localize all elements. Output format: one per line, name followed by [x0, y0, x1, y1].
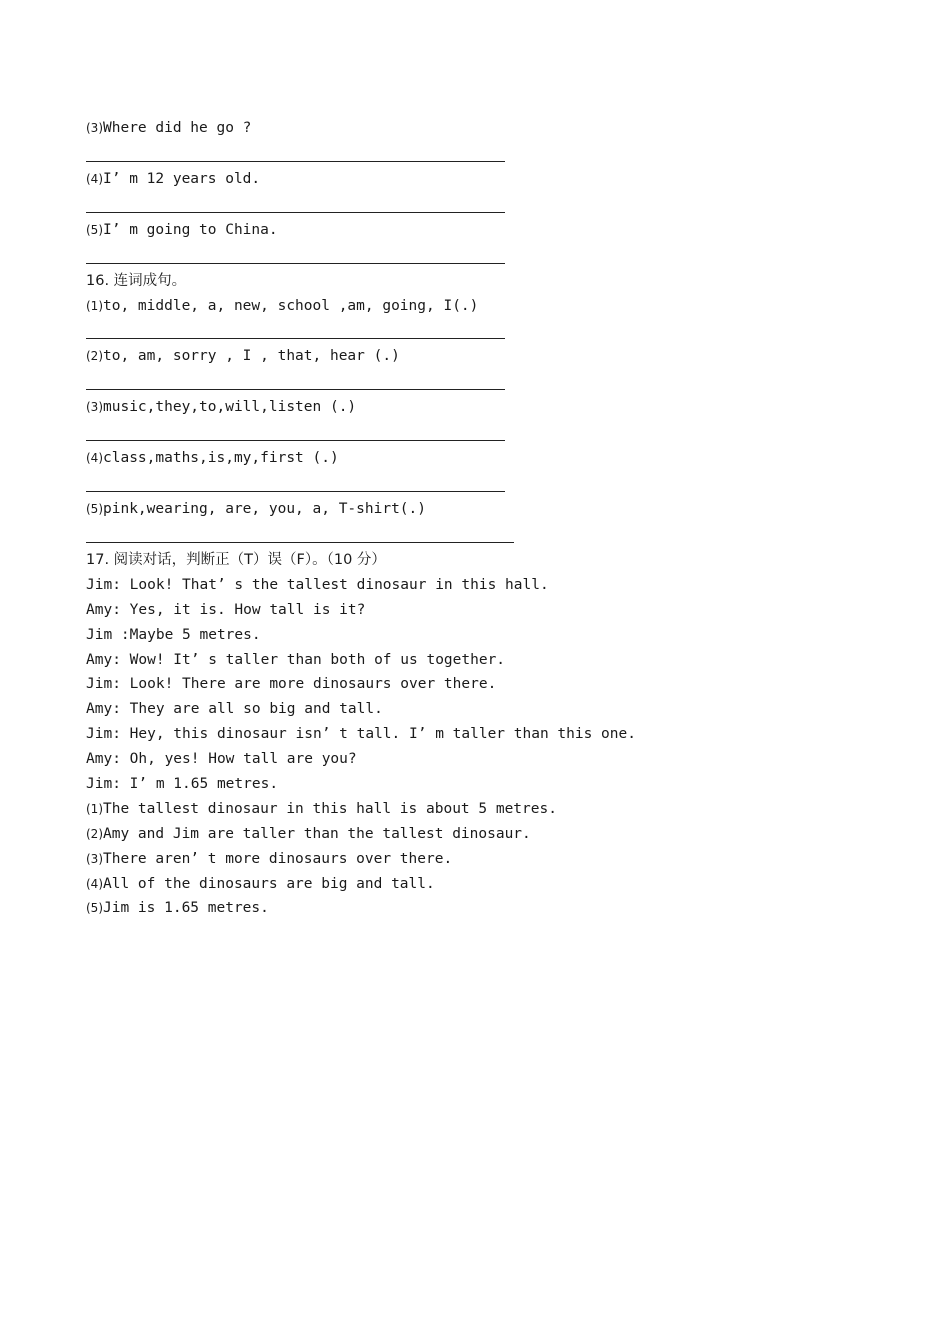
- dialogue-line: Amy: Yes, it is. How tall is it?: [86, 601, 366, 618]
- question-item: (4)class,maths,is,my,first (.): [86, 450, 339, 467]
- answer-line[interactable]: [86, 243, 505, 264]
- statements: [86, 797, 706, 921]
- statement-item: (3)There aren’ t more dinosaurs over there.: [86, 850, 453, 867]
- section-17: [86, 548, 706, 921]
- statement-item: (4)All of the dinosaurs are big and tall.: [86, 875, 435, 892]
- dialogue-line: Jim: I’ m 1.65 metres.: [86, 776, 279, 793]
- question-item: (1)to, middle, a, new, school ,am, going, I(.): [86, 297, 479, 314]
- answer-line[interactable]: [86, 471, 505, 492]
- answer-line[interactable]: [86, 522, 514, 543]
- dialogue: [86, 573, 706, 797]
- statement-item: (2)Amy and Jim are taller than the tallest dinosaur.: [86, 825, 531, 842]
- section-16: [86, 269, 706, 543]
- dialogue-line: Jim: Hey, this dinosaur isn’ t tall. I’ m taller than this one.: [86, 726, 636, 743]
- dialogue-line: Amy: They are all so big and tall.: [86, 701, 383, 718]
- question-item: (4)I’ m 12 years old.: [86, 170, 261, 187]
- answer-line[interactable]: [86, 420, 505, 441]
- question-item: (3)music,they,to,will,listen (.): [86, 399, 357, 416]
- answer-line[interactable]: [86, 369, 505, 390]
- worksheet-page: [86, 116, 706, 921]
- question-item: (5)pink,wearing, are, you, a, T-shirt(.): [86, 501, 427, 518]
- question-item: (3)Where did he go ?: [86, 120, 252, 136]
- question-item: (2)to, am, sorry , I , that, hear (.): [86, 348, 400, 365]
- dialogue-line: Amy: Oh, yes! How tall are you?: [86, 751, 357, 768]
- dialogue-line: Amy: Wow! It’ s taller than both of us together.: [86, 651, 506, 668]
- dialogue-line: Jim: Look! There are more dinosaurs over there.: [86, 676, 497, 693]
- section-16-heading: 16. 连词成句。: [86, 272, 187, 289]
- statement-item: (1)The tallest dinosaur in this hall is about 5 metres.: [86, 800, 557, 817]
- answer-line[interactable]: [86, 141, 505, 162]
- dialogue-line: Jim :Maybe 5 metres.: [86, 626, 261, 643]
- answer-line[interactable]: [86, 192, 505, 213]
- dialogue-line: Jim: Look! That’ s the tallest dinosaur in this hall.: [86, 576, 549, 593]
- answer-line[interactable]: [86, 318, 505, 339]
- question-item: (5)I’ m going to China.: [86, 221, 278, 238]
- section-17-heading: 17. 阅读对话，判断正（T）误（F）。（10 分）: [86, 552, 386, 569]
- statement-item: (5)Jim is 1.65 metres.: [86, 900, 269, 917]
- section-15-tail: [86, 116, 706, 264]
